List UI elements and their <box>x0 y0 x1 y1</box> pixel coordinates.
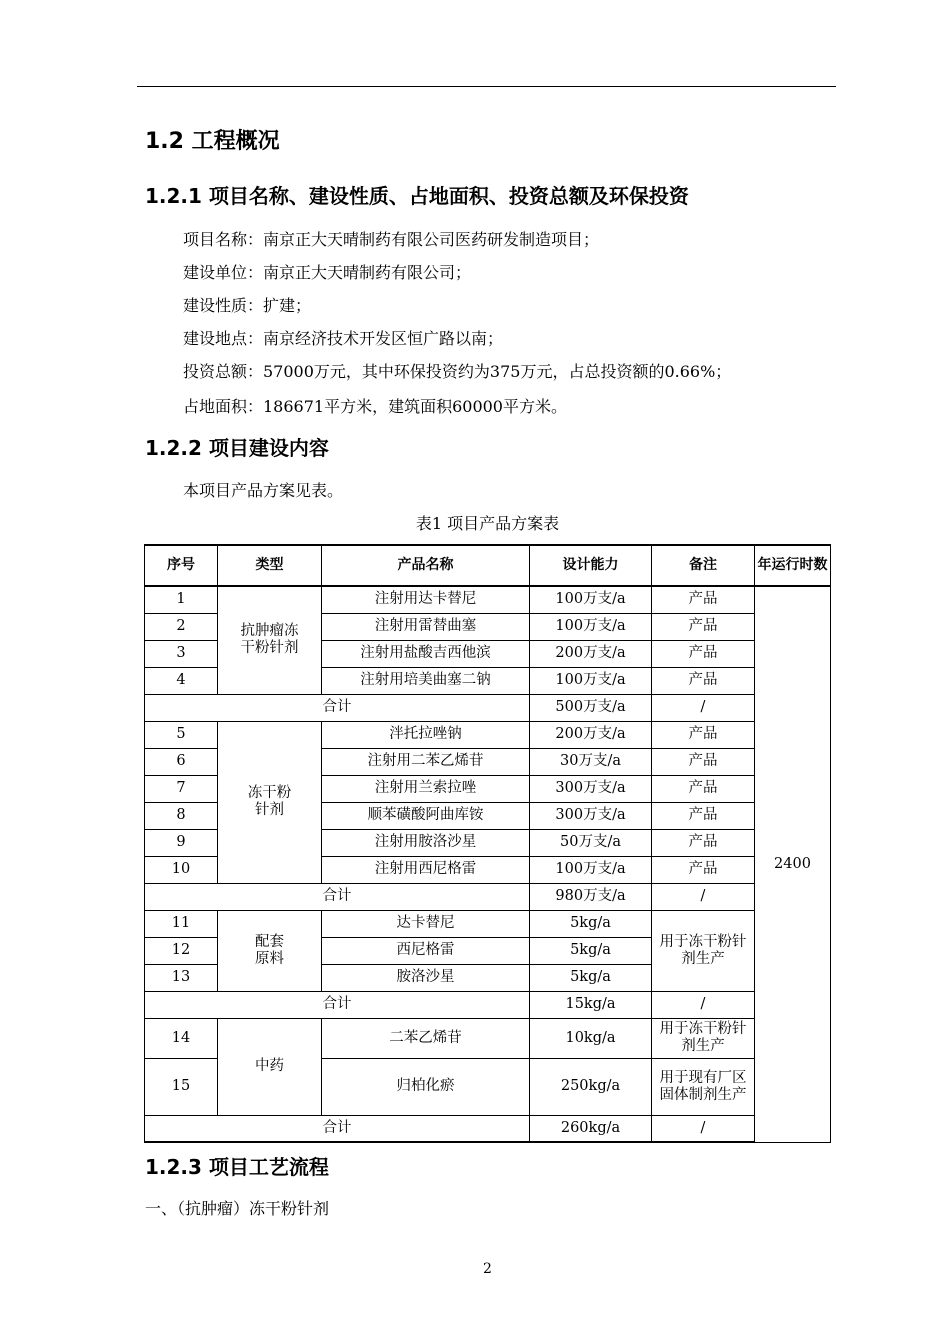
cell-note: 产品 <box>652 748 755 775</box>
total-row <box>145 694 831 721</box>
type-label: 冻干粉针剂 <box>247 785 292 818</box>
cell-total-label: 合计 <box>145 883 530 910</box>
cell-capacity: 50万支/a <box>530 829 652 856</box>
cell-type <box>218 586 322 694</box>
cell-name: 注射用西尼格雷 <box>322 856 530 883</box>
subsection-title-3: 1.2.3 项目工艺流程 <box>145 1155 329 1179</box>
cell-no: 6 <box>145 748 218 775</box>
cell-type: 中药 <box>218 1018 322 1115</box>
cell-capacity: 5kg/a <box>530 910 652 937</box>
cell-no: 15 <box>145 1058 218 1115</box>
cell-name: 泮托拉唑钠 <box>322 721 530 748</box>
cell-capacity: 100万支/a <box>530 586 652 613</box>
cell-note: 产品 <box>652 613 755 640</box>
cell-note: 产品 <box>652 856 755 883</box>
cell-capacity: 200万支/a <box>530 721 652 748</box>
cell-total-note: / <box>652 694 755 721</box>
cell-total-capacity: 500万支/a <box>530 694 652 721</box>
cell-capacity: 100万支/a <box>530 667 652 694</box>
process-subheading: 一、（抗肿瘤）冻干粉针剂 <box>145 1199 330 1218</box>
note-label: 用于冻干粉针剂生产 <box>659 1021 747 1054</box>
cell-capacity: 100万支/a <box>530 613 652 640</box>
product-table <box>144 544 831 1143</box>
location-line: 建设地点：南京经济技术开发区恒广路以南； <box>183 329 504 348</box>
cell-capacity: 5kg/a <box>530 937 652 964</box>
table-row <box>145 586 831 613</box>
col-header-hours: 年运行时数 <box>755 545 831 586</box>
table-row <box>145 721 831 748</box>
cell-no: 3 <box>145 640 218 667</box>
cell-no: 13 <box>145 964 218 991</box>
cell-no: 12 <box>145 937 218 964</box>
cell-note: 产品 <box>652 829 755 856</box>
header-rule <box>137 86 836 87</box>
cell-no: 5 <box>145 721 218 748</box>
cell-name: 归柏化瘀 <box>322 1058 530 1115</box>
cell-no: 8 <box>145 802 218 829</box>
cell-capacity: 200万支/a <box>530 640 652 667</box>
cell-total-capacity: 15kg/a <box>530 991 652 1018</box>
col-header-no: 序号 <box>145 545 218 586</box>
cell-note: 产品 <box>652 667 755 694</box>
cell-no: 1 <box>145 586 218 613</box>
cell-no: 10 <box>145 856 218 883</box>
cell-note: 产品 <box>652 586 755 613</box>
cell-name: 注射用兰索拉唑 <box>322 775 530 802</box>
cell-name: 胺洛沙星 <box>322 964 530 991</box>
cell-capacity: 30万支/a <box>530 748 652 775</box>
col-header-name: 产品名称 <box>322 545 530 586</box>
cell-name: 注射用培美曲塞二钠 <box>322 667 530 694</box>
cell-no: 2 <box>145 613 218 640</box>
cell-note <box>652 1058 755 1115</box>
cell-total-note: / <box>652 991 755 1018</box>
cell-name: 顺苯磺酸阿曲库铵 <box>322 802 530 829</box>
investment-line: 投资总额：57000万元，其中环保投资约为375万元，占总投资额的0.66%； <box>183 362 732 381</box>
cell-name: 二苯乙烯苷 <box>322 1018 530 1058</box>
cell-total-capacity: 980万支/a <box>530 883 652 910</box>
cell-capacity: 300万支/a <box>530 775 652 802</box>
nature-line: 建设性质：扩建； <box>183 296 312 315</box>
total-row <box>145 1115 831 1142</box>
cell-name: 注射用盐酸吉西他滨 <box>322 640 530 667</box>
cell-no: 4 <box>145 667 218 694</box>
cell-type <box>218 721 322 883</box>
cell-note: 产品 <box>652 721 755 748</box>
type-label: 配套原料 <box>255 933 284 967</box>
intro-line: 本项目产品方案见表。 <box>183 481 344 500</box>
cell-name: 注射用雷替曲塞 <box>322 613 530 640</box>
table-header-row <box>145 545 831 586</box>
cell-capacity: 250kg/a <box>530 1058 652 1115</box>
cell-note: 产品 <box>652 775 755 802</box>
total-row <box>145 883 831 910</box>
table-row <box>145 1018 831 1058</box>
cell-capacity: 5kg/a <box>530 964 652 991</box>
cell-name: 注射用胺洛沙星 <box>322 829 530 856</box>
cell-capacity: 100万支/a <box>530 856 652 883</box>
cell-total-label: 合计 <box>145 1115 530 1142</box>
col-header-type: 类型 <box>218 545 322 586</box>
col-header-note: 备注 <box>652 545 755 586</box>
cell-note <box>652 910 755 991</box>
page-number: 2 <box>483 1261 492 1277</box>
cell-capacity: 300万支/a <box>530 802 652 829</box>
cell-total-label: 合计 <box>145 694 530 721</box>
cell-name: 注射用达卡替尼 <box>322 586 530 613</box>
cell-type <box>218 910 322 991</box>
note-label: 用于现有厂区固体制剂生产 <box>659 1069 747 1103</box>
cell-name: 注射用二苯乙烯苷 <box>322 748 530 775</box>
table-row <box>145 910 831 937</box>
col-header-capacity: 设计能力 <box>530 545 652 586</box>
table-caption: 表1 项目产品方案表 <box>415 514 560 533</box>
cell-total-note: / <box>652 883 755 910</box>
cell-name: 西尼格雷 <box>322 937 530 964</box>
cell-no: 14 <box>145 1018 218 1058</box>
subsection-title-1: 1.2.1 项目名称、建设性质、占地面积、投资总额及环保投资 <box>145 184 689 208</box>
cell-note: 产品 <box>652 640 755 667</box>
cell-total-capacity: 260kg/a <box>530 1115 652 1142</box>
cell-no: 7 <box>145 775 218 802</box>
cell-note: 产品 <box>652 802 755 829</box>
cell-no: 11 <box>145 910 218 937</box>
total-row <box>145 991 831 1018</box>
cell-no: 9 <box>145 829 218 856</box>
note-label: 用于冻干粉针剂生产 <box>659 933 747 967</box>
cell-total-label: 合计 <box>145 991 530 1018</box>
section-title: 1.2 工程概况 <box>145 129 280 154</box>
cell-total-note: / <box>652 1115 755 1142</box>
subsection-title-2: 1.2.2 项目建设内容 <box>145 436 329 460</box>
cell-name: 达卡替尼 <box>322 910 530 937</box>
cell-note <box>652 1018 755 1058</box>
builder-line: 建设单位：南京正大天晴制药有限公司； <box>183 263 472 282</box>
cell-hours: 2400 <box>755 586 831 1142</box>
area-line: 占地面积：186671平方米，建筑面积60000平方米。 <box>183 397 567 416</box>
cell-capacity: 10kg/a <box>530 1018 652 1058</box>
type-label: 抗肿瘤冻干粉针剂 <box>240 623 299 657</box>
project-name-line: 项目名称：南京正大天晴制药有限公司医药研发制造项目； <box>183 230 600 249</box>
